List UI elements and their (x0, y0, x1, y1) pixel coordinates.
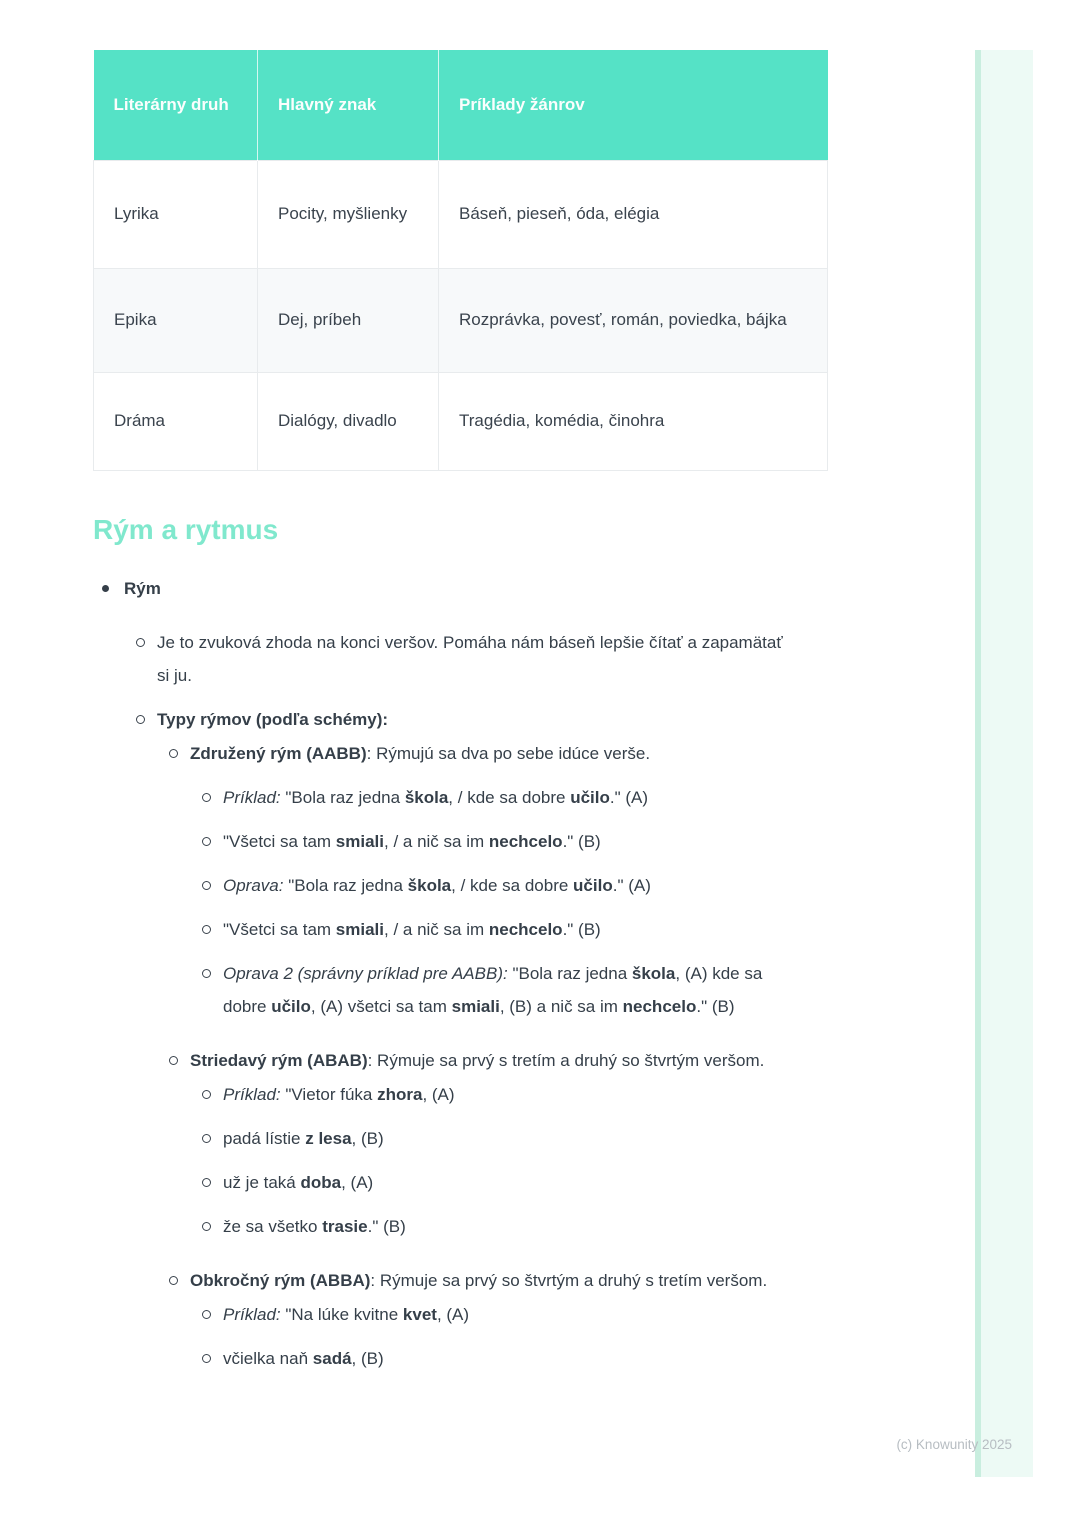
bullet-circle-icon (202, 1134, 211, 1143)
list-item-text: Obkročný rým (ABBA): Rýmuje sa prvý so štvrtým a druhý s tretím veršom. (190, 1270, 768, 1290)
bullet-circle-icon (202, 925, 211, 934)
list-item-text: už je taká doba, (A) (223, 1172, 374, 1192)
list-item-text: padá lístie z lesa, (B) (223, 1128, 384, 1148)
col-header-priklady-zanrov: Príklady žánrov (439, 50, 828, 160)
bullet-circle-icon (202, 1354, 211, 1363)
bullet-list (93, 572, 793, 1375)
list-item (93, 1166, 793, 1199)
page-content (93, 50, 827, 1386)
table-row (94, 268, 828, 372)
list-item (93, 572, 793, 605)
list-item-text: Oprava 2 (správny príklad pre AABB): "Bola raz jedna škola, (A) kde sa dobre učilo, (A) všetci sa tam smiali, (B) a nič sa im nechcelo." (B) (223, 963, 763, 1016)
bullet-circle-icon (202, 1222, 211, 1231)
cell-znak: Dialógy, divadlo (258, 372, 439, 470)
list-item-text: Príklad: "Bola raz jedna škola, / kde sa dobre učilo." (A) (223, 787, 649, 807)
bullet-circle-icon (202, 793, 211, 802)
list-item (93, 1298, 793, 1331)
list-item (93, 1264, 793, 1297)
list-item (93, 913, 793, 946)
bullet-circle-icon (202, 1090, 211, 1099)
literary-genres-table (93, 50, 828, 471)
bullet-circle-icon (169, 749, 178, 758)
cell-druh: Lyrika (94, 160, 258, 268)
list-item (93, 626, 793, 692)
bullet-circle-icon (169, 1056, 178, 1065)
list-item (93, 1342, 793, 1375)
list-item (93, 703, 793, 736)
cell-znak: Pocity, myšlienky (258, 160, 439, 268)
list-item-text: "Všetci sa tam smiali, / a nič sa im nechcelo." (B) (223, 919, 601, 939)
list-item (93, 737, 793, 770)
bullet-circle-icon (202, 837, 211, 846)
cell-druh: Epika (94, 268, 258, 372)
list-item-text: Je to zvuková zhoda na konci veršov. Pomáha nám báseň lepšie čítať a zapamätať si ju. (157, 632, 783, 685)
copyright-note: (c) Knowunity 2025 (896, 1437, 1012, 1452)
table-header-row (94, 50, 828, 160)
list-item-text: Príklad: "Vietor fúka zhora, (A) (223, 1084, 455, 1104)
cell-priklady: Tragédia, komédia, činohra (439, 372, 828, 470)
col-header-literarny-druh: Literárny druh (94, 50, 258, 160)
list-item (93, 1210, 793, 1243)
list-item (93, 957, 793, 1023)
list-item-text: Typy rýmov (podľa schémy): (157, 709, 389, 729)
list-item-text: Rým (124, 578, 161, 598)
bullet-disc-icon (102, 585, 109, 592)
list-item (93, 869, 793, 902)
list-item (93, 1078, 793, 1111)
table-row (94, 160, 828, 268)
cell-znak: Dej, príbeh (258, 268, 439, 372)
bullet-circle-icon (202, 881, 211, 890)
bullet-circle-icon (202, 1310, 211, 1319)
bullet-circle-icon (136, 715, 145, 724)
list-item (93, 1122, 793, 1155)
col-header-hlavny-znak: Hlavný znak (258, 50, 439, 160)
bullet-circle-icon (169, 1276, 178, 1285)
bullet-circle-icon (136, 638, 145, 647)
list-item-text: včielka naň sadá, (B) (223, 1348, 384, 1368)
list-item-text: že sa všetko trasie." (B) (223, 1216, 406, 1236)
cell-priklady: Rozprávka, povesť, román, poviedka, bájka (439, 268, 828, 372)
cell-druh: Dráma (94, 372, 258, 470)
right-accent-stripe (975, 50, 1033, 1477)
table-row (94, 372, 828, 470)
bullet-circle-icon (202, 1178, 211, 1187)
list-item (93, 825, 793, 858)
list-item-text: Združený rým (AABB): Rýmujú sa dva po sebe idúce verše. (190, 743, 651, 763)
list-item-text: Príklad: "Na lúke kvitne kvet, (A) (223, 1304, 470, 1324)
list-item (93, 1044, 793, 1077)
list-item-text: "Všetci sa tam smiali, / a nič sa im nechcelo." (B) (223, 831, 601, 851)
cell-priklady: Báseň, pieseň, óda, elégia (439, 160, 828, 268)
bullet-circle-icon (202, 969, 211, 978)
list-item-text: Oprava: "Bola raz jedna škola, / kde sa dobre učilo." (A) (223, 875, 651, 895)
section-heading: Rým a rytmus (93, 513, 279, 545)
list-item (93, 781, 793, 814)
list-item-text: Striedavý rým (ABAB): Rýmuje sa prvý s tretím a druhý so štvrtým veršom. (190, 1050, 765, 1070)
